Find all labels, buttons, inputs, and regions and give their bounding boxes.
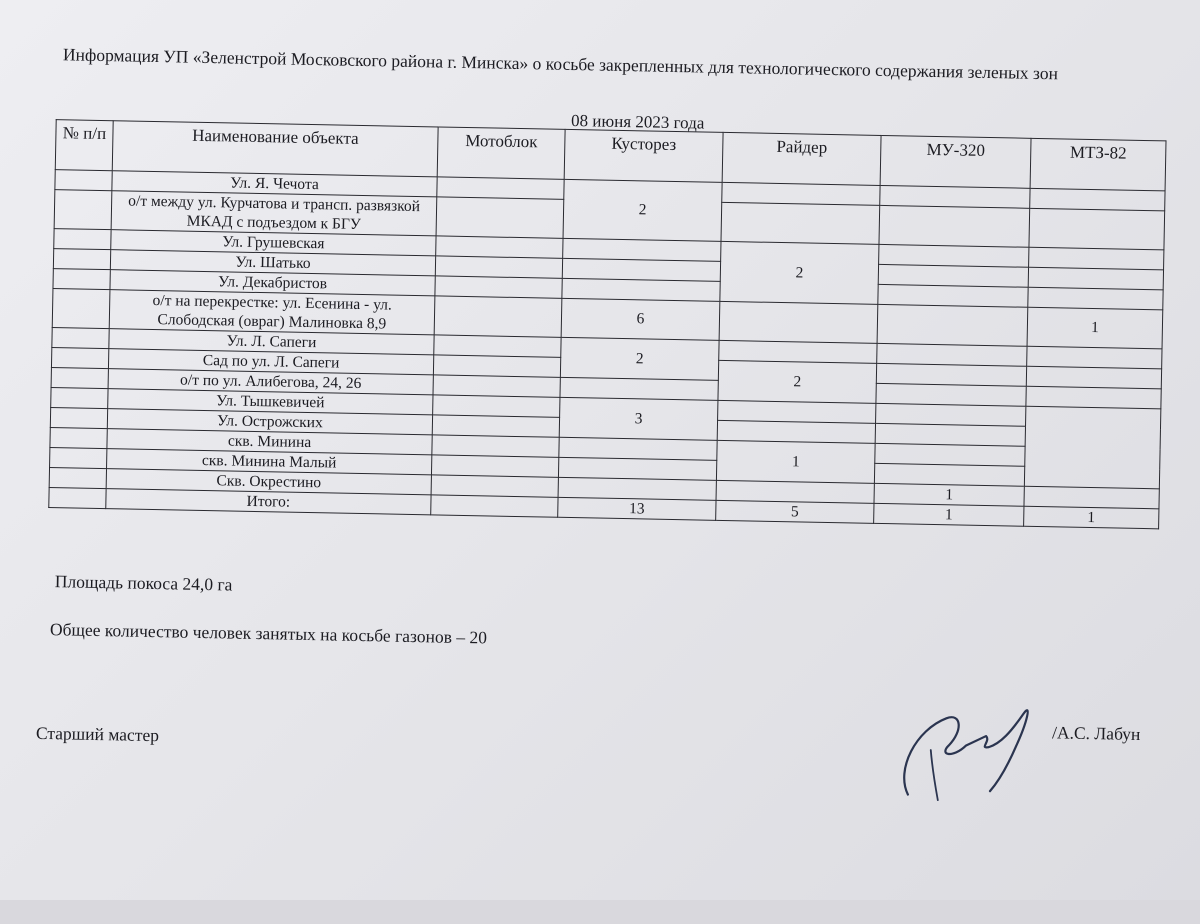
object-name: о/т на перекрестке: ул. Есенина - ул. Слободская (овраг) Малиновка 8,9 bbox=[109, 290, 435, 335]
mtz82-cell bbox=[1030, 188, 1165, 211]
motoblok-cell bbox=[433, 375, 560, 397]
motoblok-cell bbox=[432, 415, 559, 437]
raider-cell bbox=[719, 301, 878, 343]
num-cell bbox=[51, 388, 108, 409]
total-kustorez: 13 bbox=[558, 497, 716, 520]
header-mtz82: МТЗ-82 bbox=[1030, 138, 1166, 191]
object-name: Скв. Окрестино bbox=[106, 469, 431, 495]
kustorez-value: 6 bbox=[561, 298, 720, 340]
num-cell bbox=[53, 249, 110, 270]
mtz82-value: 1 bbox=[1027, 307, 1163, 349]
num-cell bbox=[52, 328, 109, 349]
signer-position: Старший мастер bbox=[35, 722, 160, 746]
raider-value: 1 bbox=[716, 440, 875, 483]
num-cell bbox=[49, 468, 106, 489]
motoblok-cell bbox=[435, 256, 562, 278]
mu320-cell bbox=[879, 205, 1030, 247]
mtz82-cell bbox=[1029, 208, 1165, 250]
header-raider: Райдер bbox=[722, 132, 881, 185]
motoblok-cell bbox=[437, 177, 564, 199]
motoblok-cell bbox=[432, 435, 559, 457]
motoblok-cell bbox=[436, 197, 564, 238]
motoblok-cell bbox=[434, 296, 562, 337]
people-count: Общее количество человек занятых на косьбе газонов – 20 bbox=[49, 619, 488, 648]
motoblok-cell bbox=[431, 455, 558, 477]
object-name: о/т по ул. Алибегова, 24, 26 bbox=[108, 369, 433, 395]
header-name: Наименование объекта bbox=[112, 121, 438, 177]
num-cell bbox=[51, 368, 108, 389]
num-cell bbox=[50, 428, 107, 449]
raider-value: 2 bbox=[720, 241, 879, 304]
object-name: Ул. Грушевская bbox=[111, 230, 436, 256]
header-num: № п/п bbox=[55, 120, 113, 171]
object-name: скв. Минина bbox=[107, 429, 432, 455]
object-name: Ул. Тышкевичей bbox=[108, 389, 433, 415]
raider-value: 2 bbox=[718, 360, 877, 403]
num-cell bbox=[50, 408, 107, 429]
mowing-area: Площадь покоса 24,0 га bbox=[54, 571, 233, 595]
motoblok-cell bbox=[431, 495, 558, 517]
num-cell bbox=[50, 448, 107, 469]
motoblok-cell bbox=[434, 335, 561, 357]
mtz82-cell bbox=[1027, 346, 1162, 369]
motoblok-cell bbox=[435, 276, 562, 298]
mtz82-cell bbox=[1024, 406, 1161, 489]
header-mu320: МУ-320 bbox=[880, 135, 1031, 188]
kustorez-value: 2 bbox=[563, 179, 722, 241]
total-label: Итого: bbox=[106, 489, 431, 515]
document-title: Информация УП «Зеленстрой Московского района г. Минска» о косьбе закрепленных для технологического содержания зеленых зон bbox=[62, 44, 1059, 84]
total-mu320: 1 bbox=[874, 503, 1024, 526]
motoblok-cell bbox=[436, 236, 563, 258]
num-cell bbox=[55, 170, 112, 191]
num-cell bbox=[51, 348, 108, 369]
kustorez-value: 3 bbox=[559, 397, 718, 440]
motoblok-cell bbox=[431, 475, 558, 497]
mtz82-cell bbox=[1028, 267, 1163, 290]
signer-name: /А.С. Лабун bbox=[1051, 722, 1141, 745]
document-date: 08 июня 2023 года bbox=[570, 110, 705, 133]
total-mtz82: 1 bbox=[1024, 506, 1159, 529]
num-cell bbox=[53, 269, 110, 290]
raider-cell bbox=[721, 202, 880, 244]
header-motoblok: Мотоблок bbox=[437, 127, 565, 179]
object-name: Ул. Декабристов bbox=[110, 270, 435, 296]
mu320-cell bbox=[877, 304, 1028, 346]
object-name: Ул. Л. Сапеги bbox=[109, 329, 434, 355]
total-raider: 5 bbox=[716, 500, 874, 523]
mowing-table bbox=[48, 119, 1166, 529]
handwritten-signature bbox=[890, 689, 1052, 812]
num-cell bbox=[54, 190, 112, 230]
kustorez-value: 2 bbox=[560, 337, 719, 380]
mtz82-cell bbox=[1029, 247, 1164, 270]
motoblok-cell bbox=[433, 395, 560, 417]
num-cell bbox=[52, 289, 110, 329]
mu320-value: 1 bbox=[874, 483, 1024, 506]
object-name: Сад по ул. Л. Сапеги bbox=[108, 349, 433, 375]
object-name: скв. Минина Малый bbox=[107, 449, 432, 475]
header-kustorez: Кусторез bbox=[564, 129, 723, 182]
num-cell bbox=[54, 229, 111, 250]
mtz82-cell bbox=[1026, 366, 1161, 389]
object-name: Ул. Я. Чечота bbox=[112, 171, 437, 197]
num-cell bbox=[49, 488, 106, 509]
motoblok-cell bbox=[433, 355, 560, 377]
object-name: о/т между ул. Курчатова и трансп. развязкой МКАД с подъездом к БГУ bbox=[111, 191, 437, 236]
mtz82-cell bbox=[1028, 287, 1163, 310]
mtz82-cell bbox=[1024, 486, 1159, 509]
mtz82-cell bbox=[1026, 386, 1161, 409]
object-name: Ул. Шатько bbox=[110, 250, 435, 276]
object-name: Ул. Острожских bbox=[107, 409, 432, 435]
